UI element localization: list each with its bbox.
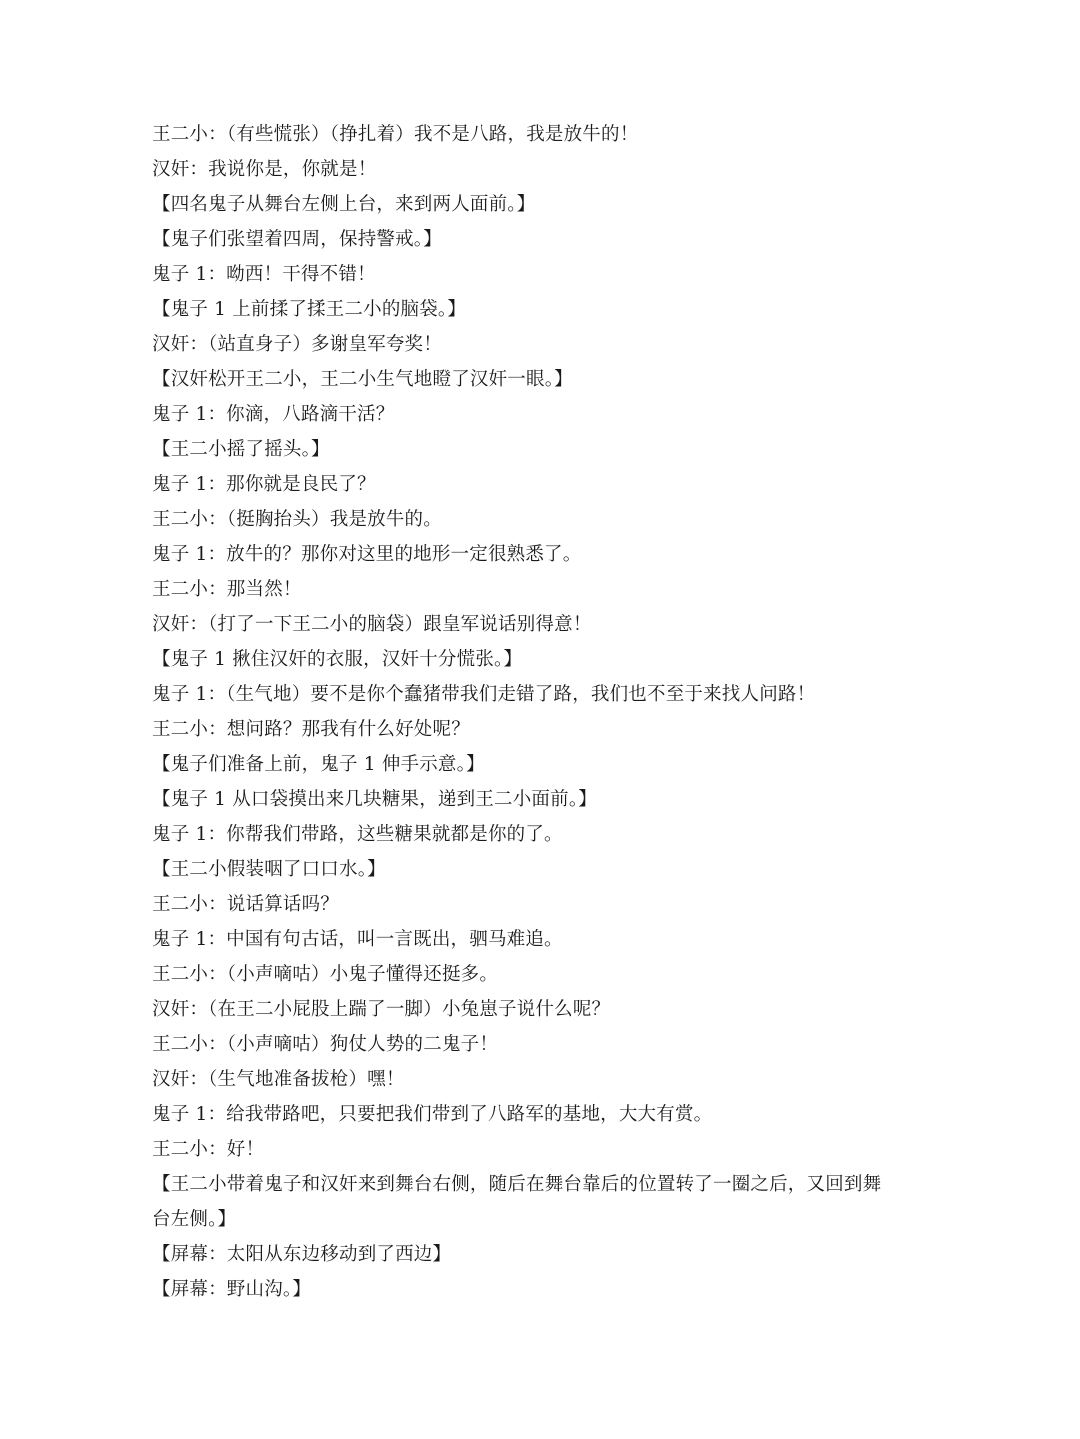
script-line: 鬼子 1：你滴，八路滴干活？ [152,404,395,425]
script-line: 汉奸：（站直身子）多谢皇军夸奖！ [152,334,442,355]
stage-direction: 【屏幕：野山沟。】 [152,1279,312,1300]
script-line: 王二小：（有些慌张）（挣扎着）我不是八路，我是放牛的！ [152,124,639,145]
script-line: 鬼子 1：（生气地）要不是你个蠢猪带我们走错了路，我们也不至于来找人问路！ [152,684,816,705]
script-line: 王二小：（小声嘀咕）狗仗人势的二鬼子！ [152,1034,499,1055]
stage-direction: 【鬼子们准备上前，鬼子 1 伸手示意。】 [152,754,485,775]
script-line: 鬼子 1：放牛的？那你对这里的地形一定很熟悉了。 [152,544,582,565]
script-line: 鬼子 1：你帮我们带路，这些糖果就都是你的了。 [152,824,563,845]
stage-direction: 【王二小带着鬼子和汉奸来到舞台右侧，随后在舞台靠后的位置转了一圈之后，又回到舞台左侧。】 [152,1174,882,1230]
script-line: 汉奸：（打了一下王二小的脑袋）跟皇军说话别得意！ [152,614,592,635]
stage-direction: 【四名鬼子从舞台左侧上台，来到两人面前。】 [152,194,536,215]
script-line: 王二小：（挺胸抬头）我是放牛的。 [152,509,442,530]
stage-direction: 【鬼子 1 揪住汉奸的衣服，汉奸十分慌张。】 [152,649,523,670]
script-line: 王二小：那当然！ [152,579,302,600]
script-line: 汉奸：我说你是，你就是！ [152,159,377,180]
stage-direction: 【王二小摇了摇头。】 [152,439,330,460]
script-line: 鬼子 1：中国有句古话，叫一言既出，驷马难追。 [152,929,563,950]
stage-direction: 【屏幕：太阳从东边移动到了西边】 [152,1244,452,1265]
script-line: 汉奸：（生气地准备拔枪）嘿！ [152,1069,405,1090]
stage-direction: 【汉奸松开王二小，王二小生气地瞪了汉奸一眼。】 [152,369,573,390]
script-line: 鬼子 1：给我带路吧，只要把我们带到了八路军的基地，大大有赏。 [152,1104,713,1125]
stage-direction: 【鬼子 1 从口袋摸出来几块糖果，递到王二小面前。】 [152,789,597,810]
stage-direction: 【鬼子 1 上前揉了揉王二小的脑袋。】 [152,299,467,320]
script-line: 王二小：好！ [152,1139,265,1160]
script-lines [152,117,912,1307]
stage-direction: 【王二小假装咽了口口水。】 [152,859,386,880]
script-line: 王二小：说话算话吗？ [152,894,340,915]
script-line: 王二小：想问路？那我有什么好处呢？ [152,719,470,740]
stage-direction: 【鬼子们张望着四周，保持警戒。】 [152,229,442,250]
script-line: 王二小：（小声嘀咕）小鬼子懂得还挺多。 [152,964,499,985]
script-line: 鬼子 1：呦西！干得不错！ [152,264,376,285]
script-line: 鬼子 1：那你就是良民了？ [152,474,376,495]
script-line: 汉奸：（在王二小屁股上踹了一脚）小兔崽子说什么呢？ [152,999,611,1020]
